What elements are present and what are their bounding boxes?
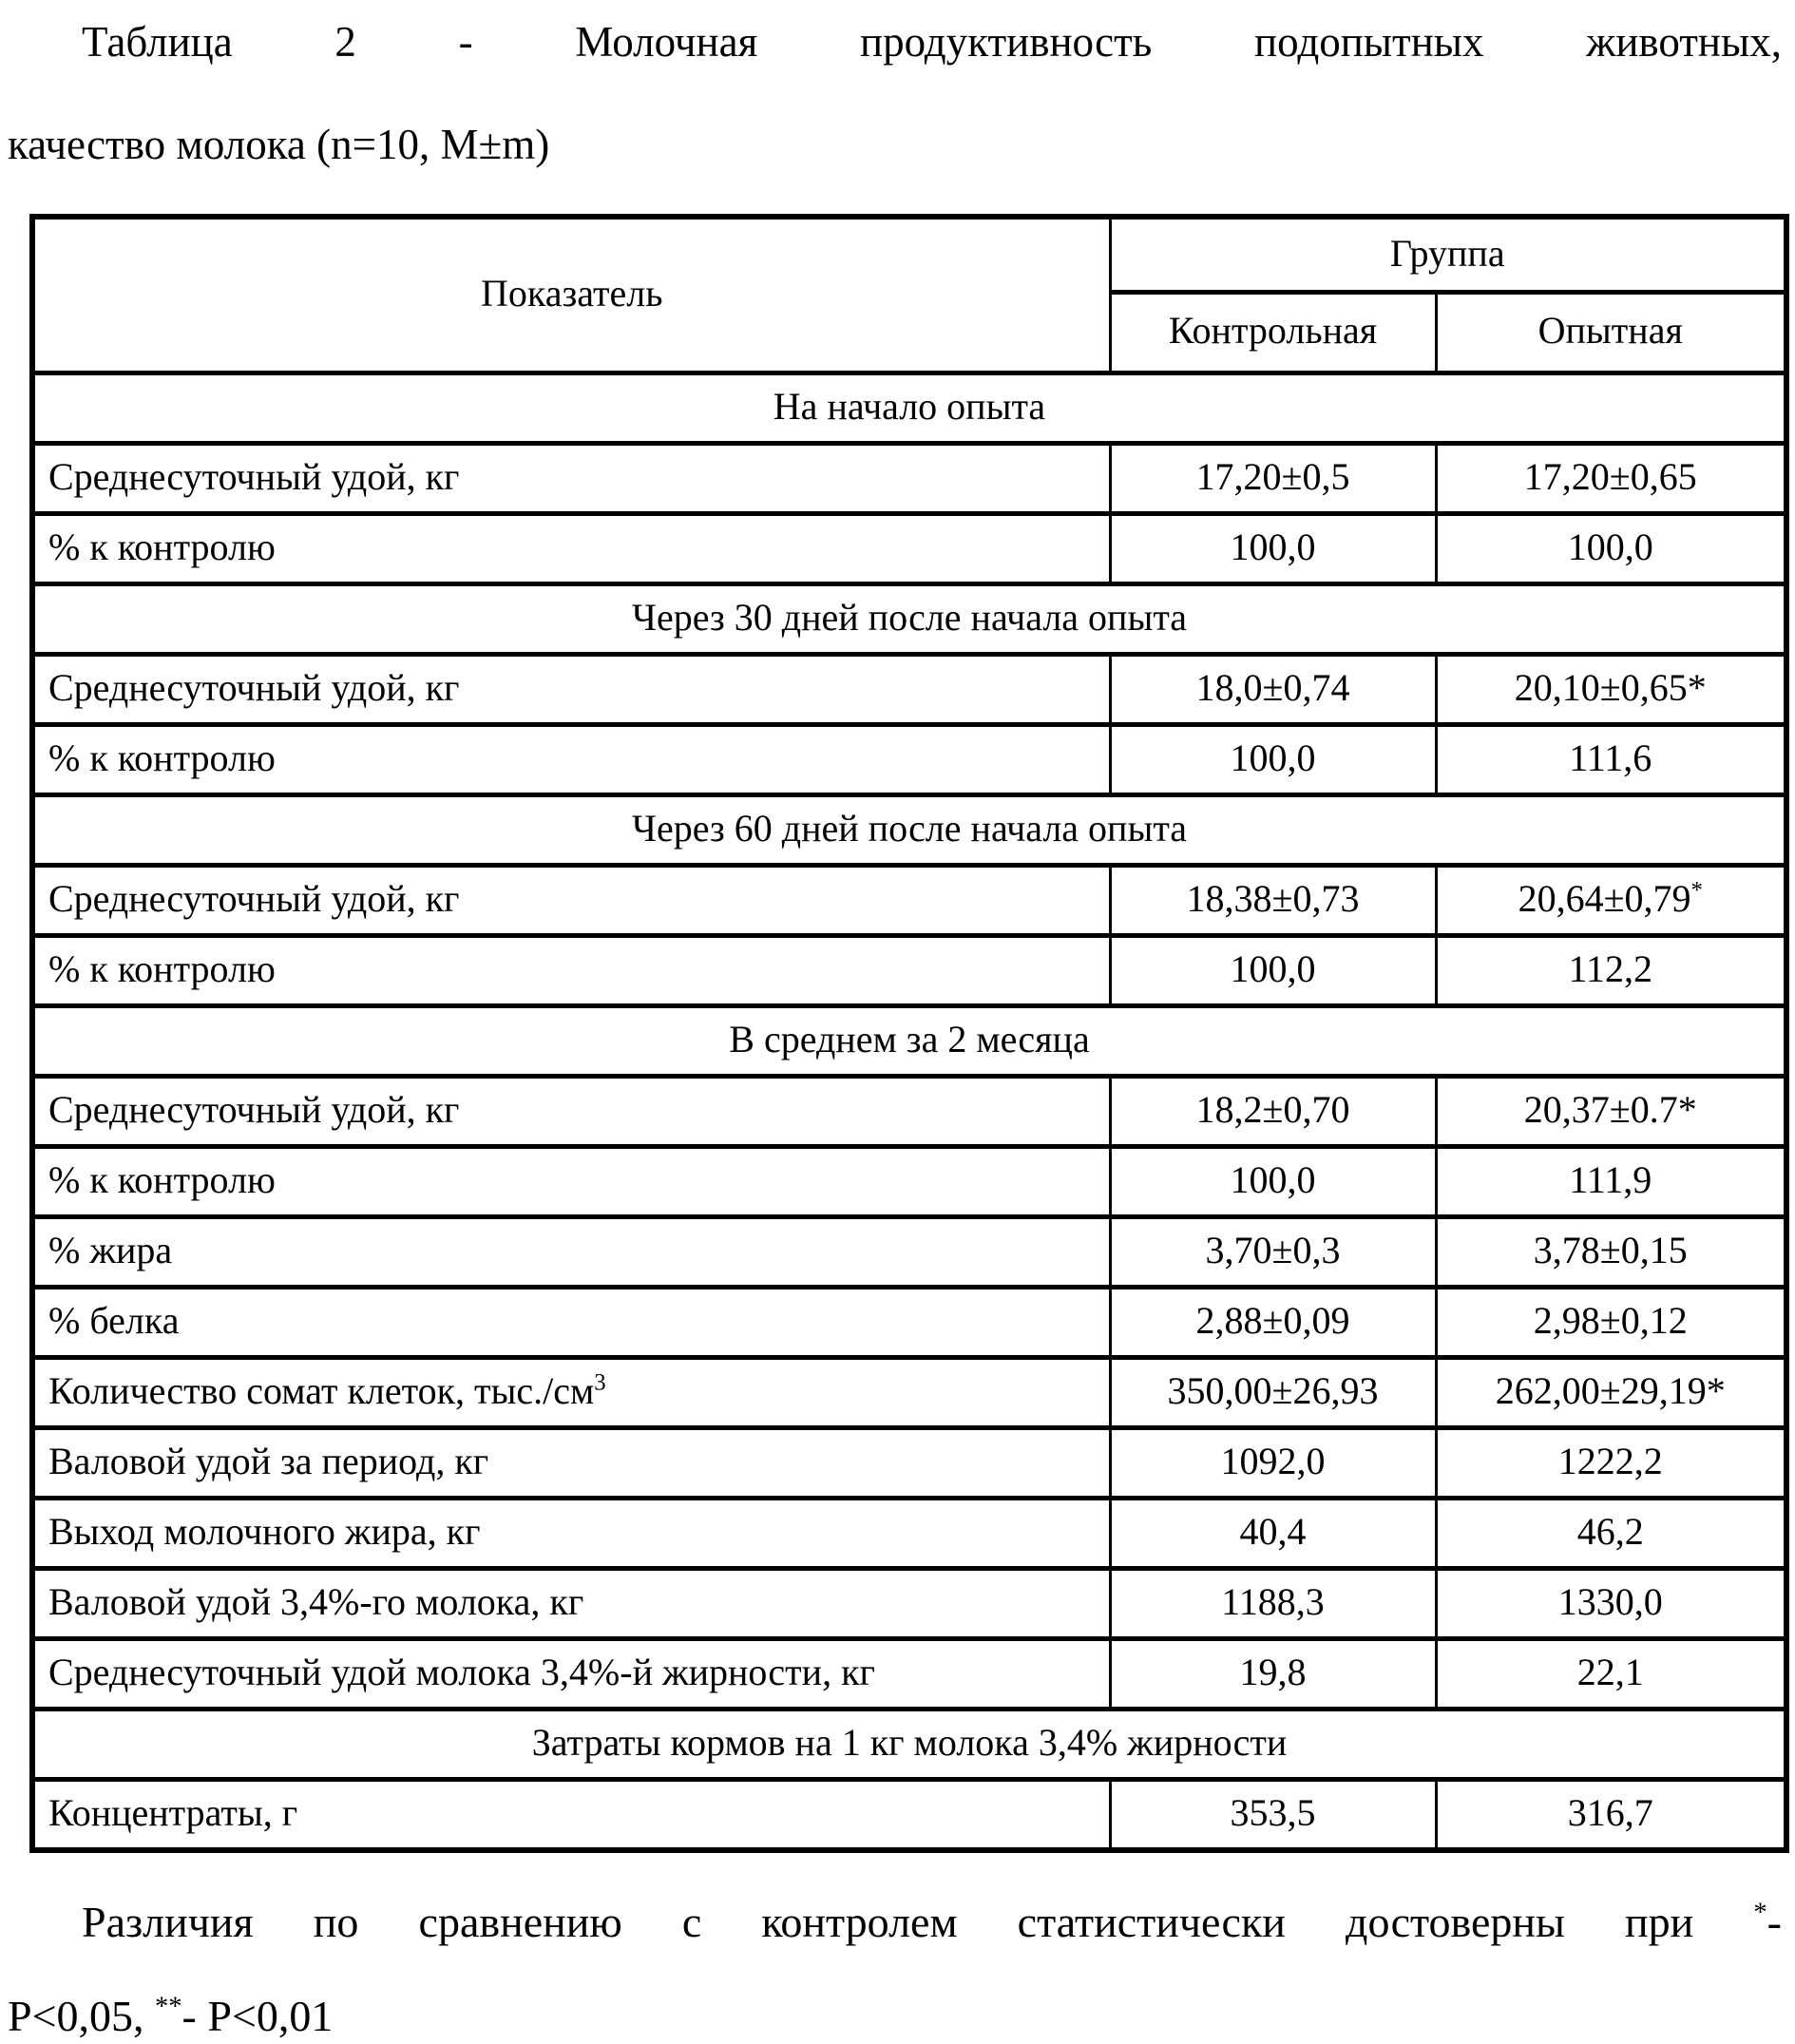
experimental-value-cell — [1436, 935, 1786, 1005]
data-row — [32, 935, 1786, 1005]
indicator-cell — [32, 1498, 1110, 1568]
indicator-cell-text: Среднесуточный удой, кг — [48, 876, 460, 920]
indicator-cell-text: % к контролю — [48, 1157, 276, 1201]
data-row — [32, 1568, 1786, 1638]
data-row — [32, 1146, 1786, 1216]
table-caption-line1: Таблица 2 - Молочная продуктивность подопытных животных, — [82, 18, 1782, 66]
experimental-value-cell-text: 111,9 — [1569, 1157, 1652, 1201]
experimental-superscript: * — [1690, 877, 1703, 904]
header-row-group — [32, 217, 1786, 293]
header-experimental-group: Опытная — [1436, 292, 1786, 373]
control-value-cell — [1110, 724, 1436, 794]
data-row — [32, 1427, 1786, 1498]
experimental-value-cell-text: 262,00±29,19* — [1495, 1368, 1726, 1412]
indicator-cell-text: % к контролю — [48, 735, 276, 779]
experimental-value-cell-text: 2,98±0,12 — [1533, 1298, 1688, 1342]
experimental-value-cell — [1436, 1357, 1786, 1427]
significance-footnote — [8, 1895, 1782, 2044]
experimental-value-cell — [1436, 865, 1786, 935]
experimental-value-cell-text: 316,7 — [1567, 1790, 1653, 1834]
experimental-value-cell-text: 22,1 — [1576, 1650, 1644, 1693]
control-value-cell — [1110, 1357, 1436, 1427]
table-caption-line2: качество молока (n=10, M±m) — [8, 121, 550, 169]
experimental-value-cell — [1436, 513, 1786, 583]
control-value-cell — [1110, 654, 1436, 724]
indicator-cell — [32, 1638, 1110, 1709]
experimental-value-cell-text: 100,0 — [1567, 525, 1653, 568]
data-row — [32, 724, 1786, 794]
section-label: В среднем за 2 месяца — [32, 1005, 1786, 1076]
footnote-line2-tail: - Р<0,01 — [181, 1992, 334, 2040]
control-value-cell — [1110, 1146, 1436, 1216]
data-row — [32, 1498, 1786, 1568]
data-row — [32, 1638, 1786, 1709]
header-group: Группа — [1110, 217, 1786, 293]
control-value-cell-text: 1188,3 — [1221, 1579, 1325, 1623]
milk-productivity-table — [29, 214, 1789, 1853]
section-row — [32, 373, 1786, 443]
control-value-cell-text: 100,0 — [1230, 735, 1316, 779]
footnote-line1 — [8, 1895, 1782, 1950]
indicator-cell-text: Валовой удой за период, кг — [48, 1439, 489, 1482]
experimental-value-cell-text: 20,10±0,65* — [1514, 665, 1707, 709]
indicator-cell — [32, 1357, 1110, 1427]
control-value-cell-text: 2,88±0,09 — [1195, 1298, 1350, 1342]
section-row — [32, 1709, 1786, 1779]
experimental-value-cell-text: 111,6 — [1569, 735, 1652, 779]
indicator-cell-text: Среднесуточный удой, кг — [48, 665, 460, 709]
control-value-cell — [1110, 1076, 1436, 1146]
indicator-cell-text: Количество сомат клеток, тыс./см — [48, 1368, 595, 1412]
experimental-value-cell — [1436, 1568, 1786, 1638]
control-value-cell-text: 3,70±0,3 — [1205, 1228, 1341, 1271]
control-value-cell-text: 350,00±26,93 — [1167, 1368, 1379, 1412]
control-value-cell-text: 100,0 — [1230, 525, 1316, 568]
experimental-value-cell-text: 20,64±0,79 — [1518, 876, 1691, 920]
footnote-line2-text: Р<0,05, — [8, 1992, 156, 2040]
data-row — [32, 1287, 1786, 1357]
indicator-cell — [32, 935, 1110, 1005]
indicator-cell-text: Среднесуточный удой молока 3,4%-й жирности, кг — [48, 1650, 875, 1693]
indicator-cell-text: Среднесуточный удой, кг — [48, 454, 460, 498]
control-value-cell-text: 18,38±0,73 — [1186, 876, 1360, 920]
indicator-cell — [32, 654, 1110, 724]
section-label: Через 60 дней после начала опыта — [32, 794, 1786, 865]
control-value-cell — [1110, 1779, 1436, 1850]
experimental-value-cell — [1436, 1427, 1786, 1498]
experimental-value-cell — [1436, 724, 1786, 794]
control-value-cell-text: 1092,0 — [1220, 1439, 1326, 1482]
section-row — [32, 583, 1786, 654]
indicator-cell — [32, 1287, 1110, 1357]
footnote-line1-tail: - — [1766, 1897, 1782, 1946]
indicator-cell-text: Среднесуточный удой, кг — [48, 1087, 460, 1131]
data-row — [32, 865, 1786, 935]
experimental-value-cell-text: 1222,2 — [1557, 1439, 1663, 1482]
experimental-value-cell — [1436, 1287, 1786, 1357]
control-value-cell — [1110, 935, 1436, 1005]
experimental-value-cell — [1436, 1779, 1786, 1850]
experimental-value-cell — [1436, 1216, 1786, 1287]
control-value-cell-text: 17,20±0,5 — [1195, 454, 1350, 498]
data-row — [32, 654, 1786, 724]
footnote-line2 — [8, 1989, 1782, 2044]
control-value-cell-text: 100,0 — [1230, 1157, 1316, 1201]
data-row — [32, 513, 1786, 583]
indicator-cell — [32, 865, 1110, 935]
experimental-value-cell — [1436, 443, 1786, 513]
data-row — [32, 1779, 1786, 1850]
control-value-cell-text: 19,8 — [1239, 1650, 1307, 1693]
indicator-cell — [32, 1076, 1110, 1146]
control-value-cell — [1110, 513, 1436, 583]
indicator-superscript: 3 — [594, 1369, 606, 1396]
indicator-cell-text: % жира — [48, 1228, 173, 1271]
indicator-cell-text: % к контролю — [48, 946, 276, 990]
experimental-value-cell — [1436, 1638, 1786, 1709]
indicator-cell-text: Выход молочного жира, кг — [48, 1509, 481, 1553]
indicator-cell — [32, 1146, 1110, 1216]
section-label: Затраты кормов на 1 кг молока 3,4% жирности — [32, 1709, 1786, 1779]
control-value-cell-text: 18,2±0,70 — [1195, 1087, 1350, 1131]
indicator-cell — [32, 1216, 1110, 1287]
indicator-cell — [32, 1568, 1110, 1638]
table-caption — [0, 0, 1795, 172]
control-value-cell — [1110, 443, 1436, 513]
experimental-value-cell-text: 46,2 — [1576, 1509, 1644, 1553]
section-label: Через 30 дней после начала опыта — [32, 583, 1786, 654]
experimental-value-cell — [1436, 654, 1786, 724]
control-value-cell-text: 100,0 — [1230, 946, 1316, 990]
indicator-cell-text: Концентраты, г — [48, 1790, 298, 1834]
indicator-cell — [32, 724, 1110, 794]
control-value-cell — [1110, 1638, 1436, 1709]
section-row — [32, 794, 1786, 865]
header-indicator: Показатель — [32, 217, 1110, 373]
experimental-value-cell-text: 17,20±0,65 — [1523, 454, 1697, 498]
control-value-cell — [1110, 865, 1436, 935]
experimental-value-cell-text: 1330,0 — [1557, 1579, 1663, 1623]
control-value-cell — [1110, 1427, 1436, 1498]
indicator-cell — [32, 443, 1110, 513]
indicator-cell — [32, 1779, 1110, 1850]
control-value-cell — [1110, 1216, 1436, 1287]
header-control-group: Контрольная — [1110, 292, 1436, 373]
control-value-cell — [1110, 1287, 1436, 1357]
footnote-single-asterisk: * — [1753, 1898, 1767, 1928]
indicator-cell-text: Валовой удой 3,4%-го молока, кг — [48, 1579, 584, 1623]
data-row — [32, 443, 1786, 513]
experimental-value-cell-text: 20,37±0.7* — [1523, 1087, 1697, 1131]
experimental-value-cell — [1436, 1146, 1786, 1216]
control-value-cell-text: 18,0±0,74 — [1195, 665, 1350, 709]
indicator-cell — [32, 513, 1110, 583]
indicator-cell-text: % белка — [48, 1298, 180, 1342]
control-value-cell — [1110, 1568, 1436, 1638]
data-row — [32, 1216, 1786, 1287]
indicator-cell — [32, 1427, 1110, 1498]
table-header — [32, 217, 1786, 373]
experimental-value-cell-text: 3,78±0,15 — [1533, 1228, 1688, 1271]
data-row — [32, 1357, 1786, 1427]
footnote-line1-text: Различия по сравнению с контролем статистически достоверны при — [82, 1897, 1754, 1946]
indicator-cell-text: % к контролю — [48, 525, 276, 568]
control-value-cell-text: 353,5 — [1230, 1790, 1316, 1834]
experimental-value-cell — [1436, 1076, 1786, 1146]
control-value-cell — [1110, 1498, 1436, 1568]
experimental-value-cell-text: 112,2 — [1568, 946, 1652, 990]
section-label: На начало опыта — [32, 373, 1786, 443]
data-row — [32, 1076, 1786, 1146]
experimental-value-cell — [1436, 1498, 1786, 1568]
control-value-cell-text: 40,4 — [1239, 1509, 1307, 1553]
table-body — [32, 373, 1786, 1850]
section-row — [32, 1005, 1786, 1076]
footnote-double-asterisk: ** — [155, 1992, 182, 2022]
